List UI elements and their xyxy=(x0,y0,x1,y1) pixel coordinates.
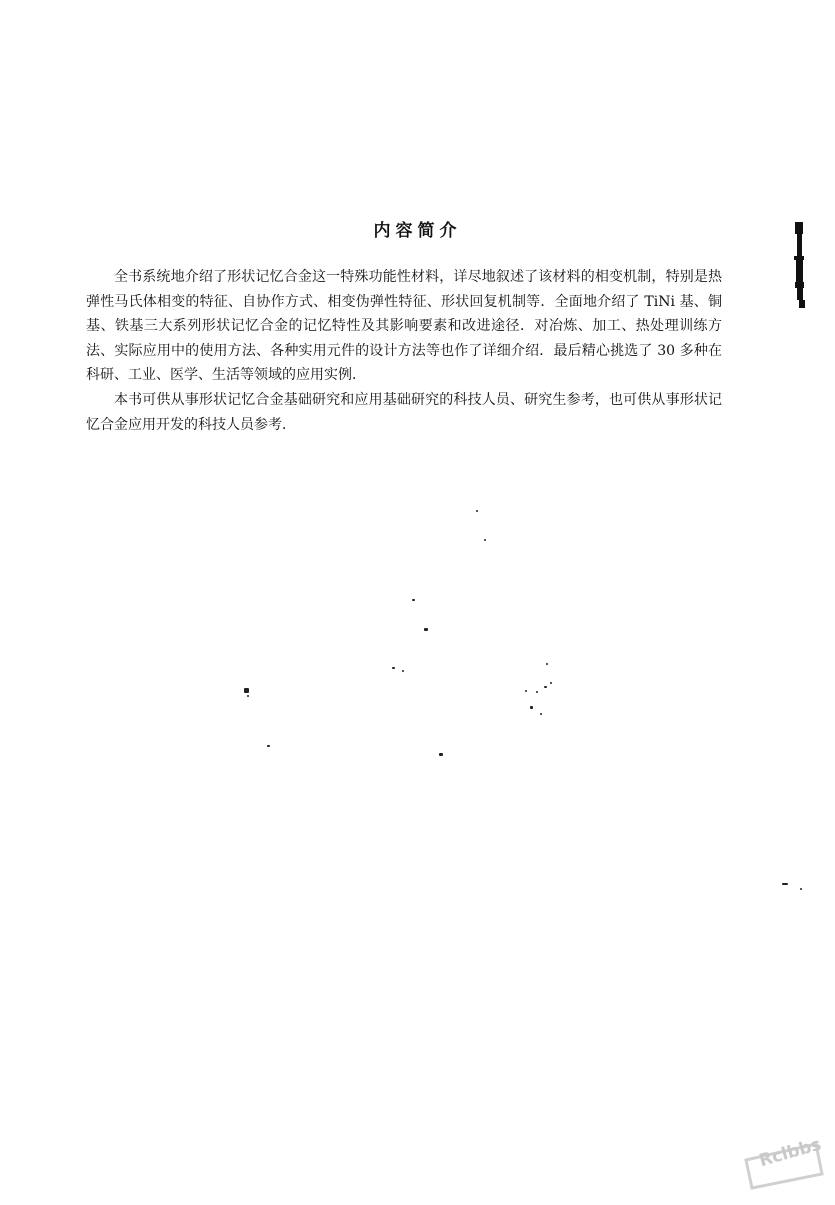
watermark-text: Rclbbs xyxy=(757,1134,824,1172)
summary-body xyxy=(86,265,722,437)
summary-paragraph: 本书可供从事形状记忆合金基础研究和应用基础研究的科技人员、研究生参考，也可供从事形状记忆合金应用开发的科技人员参考． xyxy=(86,391,722,433)
binding-edge-mark xyxy=(793,218,807,312)
summary-paragraph: 全书系统地介绍了形状记忆合金这一特殊功能性材料，详尽地叙述了该材料的相变机制，特别是热弹性马氏体相变的特征、自协作方式、相变伪弹性特征、形状回复机制等．全面地介绍了 TiNi 基、铜基、铁基三大系列形状记忆合金的记忆特性及其影响要素和改进途径．对冶炼、加工、热处理训练方法、实际应用中的使用方法、各种实用元件的设计方法等也作了详细介绍．最后精心挑选了 30 多种在科研、工业、医学、生活等领域的应用实例． xyxy=(86,269,722,384)
page-title: 内容简介 xyxy=(373,221,462,241)
